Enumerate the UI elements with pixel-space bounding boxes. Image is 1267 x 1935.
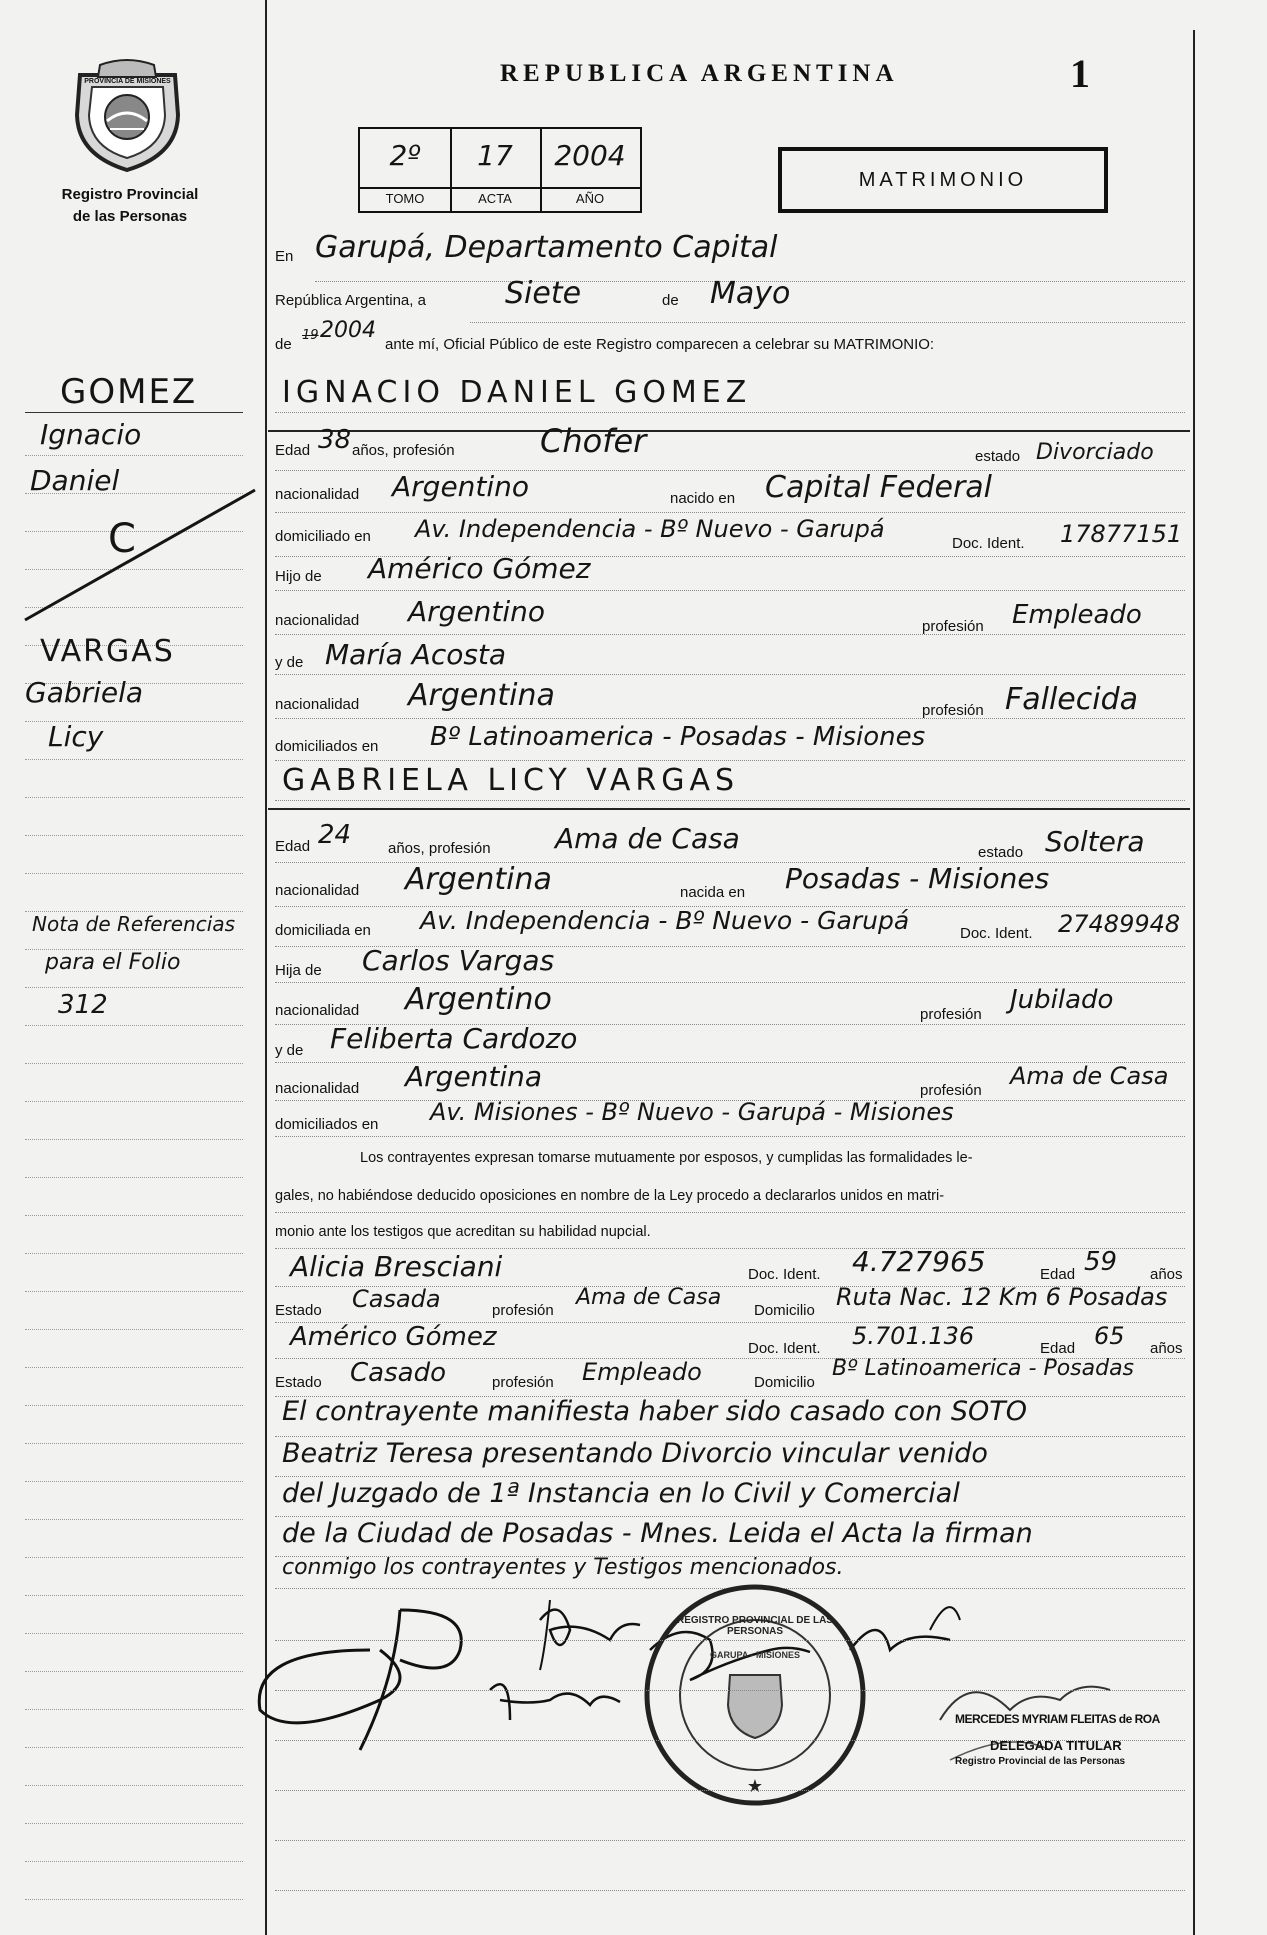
bride-mother-profession: Ama de Casa: [1010, 1062, 1169, 1090]
place-year: 2004: [320, 318, 376, 343]
margin-rule-line: [25, 1861, 243, 1862]
label-profesion: profesión: [920, 1006, 982, 1023]
margin-bride-surname: VARGAS: [40, 634, 175, 669]
bride-address: Av. Independencia - Bº Nuevo - Garupá: [420, 906, 910, 935]
label-estado-w: Estado: [275, 1302, 322, 1319]
label-en: En: [275, 248, 294, 265]
label-anos-profesion: años, profesión: [388, 840, 491, 857]
act-type-box: MATRIMONIO: [778, 147, 1108, 213]
label-anos-profesion: años, profesión: [352, 442, 455, 459]
label-edad-w: Edad: [1040, 1340, 1076, 1357]
province-seal: [60, 55, 195, 175]
bride-full-name: GABRIELA LICY VARGAS: [282, 763, 740, 798]
margin-note-3: 312: [58, 990, 108, 1020]
bride-age: 24: [318, 820, 352, 850]
label-nacionalidad: nacionalidad: [275, 486, 360, 503]
groom-age: 38: [318, 425, 352, 455]
label-doc-ident: Doc. Ident.: [748, 1266, 821, 1283]
note-line-1: El contrayente manifiesta haber sido casado con SOTO: [282, 1396, 1027, 1427]
margin-rule-line: [25, 759, 243, 760]
label-y-de: y de: [275, 1042, 304, 1059]
margin-rule-line: [25, 1671, 243, 1672]
label-profesion: profesión: [492, 1374, 554, 1391]
country-title: REPUBLICA ARGENTINA: [500, 60, 899, 87]
margin-strike: [20, 485, 260, 625]
label-edad: Edad: [275, 838, 311, 855]
acta-value: 17: [477, 139, 513, 172]
groom-full-name: IGNACIO DANIEL GOMEZ: [282, 375, 752, 410]
label-domicilio: Domicilio: [754, 1374, 815, 1391]
label-nacionalidad: nacionalidad: [275, 1080, 360, 1097]
margin-bride-middle: Licy: [48, 720, 104, 753]
groom-nationality: Argentino: [392, 470, 530, 503]
bride-mother-nationality: Argentina: [405, 1060, 543, 1093]
formal-text-3: monio ante los testigos que acreditan su habilidad nupcial.: [275, 1224, 651, 1240]
witness2-status: Casado: [350, 1358, 446, 1388]
witness2-address: Bº Latinoamerica - Posadas: [832, 1356, 1135, 1381]
ano-value: 2004: [554, 139, 626, 172]
official-title: DELEGADA TITULAR: [990, 1738, 1122, 1753]
margin-rule-line: [25, 1253, 243, 1254]
margin-rule-line: [25, 1557, 243, 1558]
label-edad-w: Edad: [1040, 1266, 1076, 1283]
label-domicilio: Domicilio: [754, 1302, 815, 1319]
official-name: MERCEDES MYRIAM FLEITAS de ROA: [955, 1712, 1160, 1726]
label-nacionalidad: nacionalidad: [275, 696, 360, 713]
note-line-2: Beatriz Teresa presentando Divorcio vincular venido: [282, 1438, 988, 1469]
witness2-name: Américo Gómez: [290, 1322, 497, 1352]
label-estado: estado: [975, 448, 1021, 465]
seal-text: PROVINCIA DE MISIONES: [84, 78, 171, 85]
bride-doc: 27489948: [1058, 910, 1181, 938]
margin-rule-line: [25, 1215, 243, 1216]
bride-father-profession: Jubilado: [1010, 985, 1114, 1015]
margin-rule-line: [25, 1899, 243, 1900]
official-office: Registro Provincial de las Personas: [955, 1756, 1126, 1767]
witness1-age: 59: [1084, 1247, 1118, 1277]
record-box: [358, 127, 642, 213]
witness1-name: Alicia Bresciani: [290, 1250, 503, 1283]
margin-rule-line: [25, 1595, 243, 1596]
groom-father-profession: Empleado: [1012, 600, 1142, 630]
witness1-doc: 4.727965: [852, 1245, 986, 1278]
margin-rule-line: [25, 1633, 243, 1634]
right-border: [1193, 30, 1195, 1935]
label-de: de: [662, 292, 679, 309]
bride-mother: Feliberta Cardozo: [330, 1022, 578, 1055]
stamp-text: REGISTRO PROVINCIAL DE LAS PERSONAS: [677, 1615, 833, 1637]
label-doc-ident: Doc. Ident.: [960, 925, 1033, 942]
label-estado: estado: [978, 844, 1024, 861]
note-line-3: del Juzgado de 1ª Instancia en lo Civil y Comercial: [282, 1478, 960, 1509]
registry-line-1: Registro Provincial: [61, 186, 199, 203]
margin-bride-first: Gabriela: [25, 676, 144, 709]
label-domiciliada-en: domiciliada en: [275, 922, 371, 939]
label-profesion: profesión: [920, 1082, 982, 1099]
stamp-subtext: GARUPA - MISIONES: [709, 1650, 800, 1660]
label-domiciliado-en: domiciliado en: [275, 528, 371, 545]
margin-rule-line: [25, 987, 243, 988]
margin-rule-line: [25, 1519, 243, 1520]
margin-rule-line: [25, 1063, 243, 1064]
margin-rule-line: [25, 1177, 243, 1178]
formal-text-1: Los contrayentes expresan tomarse mutuamente por esposos, y cumplidas las formalidades le-: [360, 1150, 973, 1166]
label-domiciliados-en: domiciliados en: [275, 738, 379, 755]
bride-father-nationality: Argentino: [405, 982, 552, 1017]
bride-parents-address: Av. Misiones - Bº Nuevo - Garupá - Misiones: [430, 1098, 954, 1126]
bride-birthplace: Posadas - Misiones: [785, 862, 1050, 895]
place-city: Garupá, Departamento Capital: [315, 230, 778, 265]
place-month: Mayo: [710, 276, 791, 311]
margin-rule-line: [25, 1025, 243, 1026]
label-republica: República Argentina, a: [275, 292, 426, 309]
ano-label: AÑO: [575, 191, 605, 206]
margin-c-letter: C: [108, 516, 136, 562]
registry-line-2: de las Personas: [72, 208, 188, 225]
groom-doc: 17877151: [1060, 520, 1183, 548]
groom-address: Av. Independencia - Bº Nuevo - Garupá: [415, 515, 885, 543]
margin-rule-line: [25, 1405, 243, 1406]
groom-profession: Chofer: [540, 422, 647, 460]
witness2-age: 65: [1094, 1322, 1125, 1350]
groom-father-nationality: Argentino: [408, 595, 546, 628]
bride-profession: Ama de Casa: [555, 822, 740, 855]
label-y-de: y de: [275, 654, 304, 671]
label-nacido-en: nacido en: [670, 490, 736, 507]
margin-groom-surname: GOMEZ: [60, 372, 198, 412]
label-nacionalidad: nacionalidad: [275, 612, 360, 629]
margin-rule-line: [25, 1291, 243, 1292]
label-hijo-de: Hijo de: [275, 568, 322, 585]
margin-rule-line: [25, 1709, 243, 1710]
margin-rule-line: [25, 1329, 243, 1330]
margin-rule-line: [25, 1443, 243, 1444]
groom-mother-nationality: Argentina: [408, 678, 555, 713]
label-profesion: profesión: [922, 702, 984, 719]
tomo-value: 2º: [389, 139, 421, 172]
label-estado-w: Estado: [275, 1374, 322, 1391]
groom-birthplace: Capital Federal: [765, 470, 992, 505]
label-ante-mi: ante mí, Oficial Público de este Registro comparecen a celebrar su MATRIMONIO:: [385, 336, 935, 353]
label-anos: años: [1150, 1266, 1183, 1283]
margin-rule-line: [25, 797, 243, 798]
witness1-status: Casada: [352, 1285, 441, 1313]
margin-note-2: para el Folio: [45, 950, 181, 975]
place-day: Siete: [505, 276, 582, 311]
groom-mother: María Acosta: [325, 638, 507, 671]
note-line-4: de la Ciudad de Posadas - Mnes. Leida el Acta la firman: [282, 1518, 1033, 1549]
label-anos: años: [1150, 1340, 1183, 1357]
witness1-profession: Ama de Casa: [576, 1285, 722, 1310]
label-edad: Edad: [275, 442, 311, 459]
label-nacionalidad: nacionalidad: [275, 882, 360, 899]
label-nacionalidad: nacionalidad: [275, 1002, 360, 1019]
witness2-doc: 5.701.136: [852, 1322, 975, 1350]
svg-text:★: ★: [746, 1776, 764, 1797]
acta-label: ACTA: [478, 191, 512, 206]
formal-text-2: gales, no habiéndose deducido oposiciones en nombre de la Ley procedo a declararlos unidos en matri-: [275, 1188, 945, 1204]
margin-rule-line: [25, 455, 243, 456]
label-domiciliados-en: domiciliados en: [275, 1116, 379, 1133]
label-de-year: de: [275, 336, 292, 353]
page-number: 1: [1070, 51, 1090, 96]
label-profesion: profesión: [922, 618, 984, 635]
margin-groom-first: Ignacio: [40, 418, 142, 451]
witness2-profession: Empleado: [582, 1358, 702, 1386]
margin-rule-line: [25, 1139, 243, 1140]
margin-rule-line: [25, 835, 243, 836]
witness1-address: Ruta Nac. 12 Km 6 Posadas: [836, 1283, 1168, 1311]
margin-rule-line: [25, 1367, 243, 1368]
struck-year: 19: [302, 328, 319, 343]
label-doc-ident: Doc. Ident.: [748, 1340, 821, 1357]
margin-groom-middle: Daniel: [30, 464, 120, 497]
margin-rule-line: [25, 1481, 243, 1482]
label-doc-ident: Doc. Ident.: [952, 535, 1025, 552]
groom-status: Divorciado: [1036, 440, 1154, 465]
margin-rule-line: [25, 873, 243, 874]
label-nacida-en: nacida en: [680, 884, 746, 901]
label-hija-de: Hija de: [275, 962, 322, 979]
margin-note-1: Nota de Referencias: [32, 912, 235, 936]
margin-rule-line: [25, 1101, 243, 1102]
bride-nationality: Argentina: [405, 862, 552, 897]
label-profesion: profesión: [492, 1302, 554, 1319]
margin-rule-line: [25, 1747, 243, 1748]
bride-father: Carlos Vargas: [362, 944, 555, 977]
groom-father: Américo Gómez: [368, 552, 591, 585]
note-line-5: conmigo los contrayentes y Testigos mencionados.: [282, 1555, 844, 1580]
margin-rule-line: [25, 1823, 243, 1824]
tomo-label: TOMO: [385, 191, 425, 206]
groom-mother-profession: Fallecida: [1005, 682, 1139, 717]
margin-rule-line: [25, 1785, 243, 1786]
bride-status: Soltera: [1045, 825, 1145, 858]
groom-parents-address: Bº Latinoamerica - Posadas - Misiones: [430, 722, 926, 752]
